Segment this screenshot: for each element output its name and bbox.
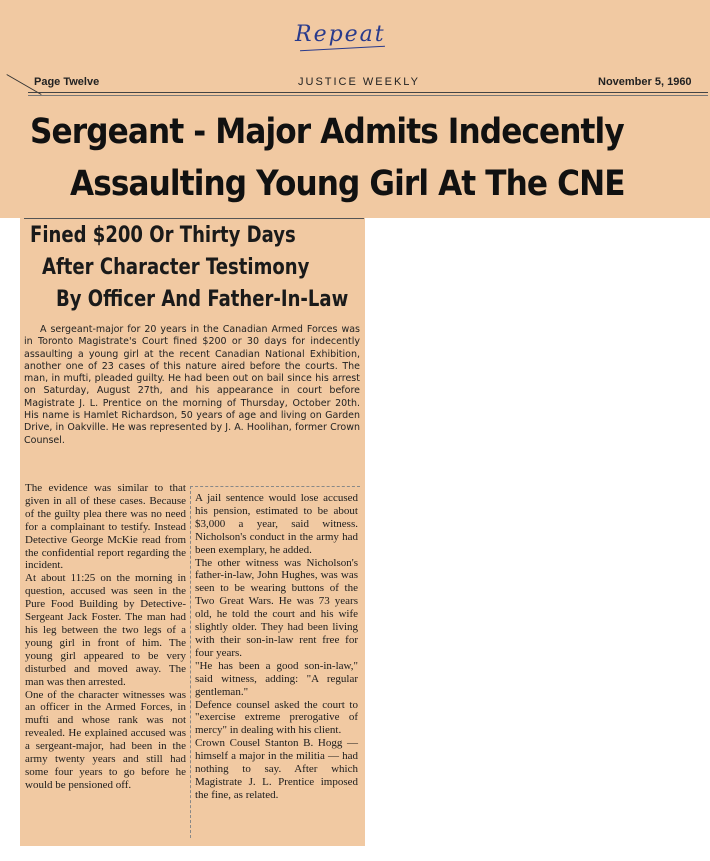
subheadline-line-1: Fined $200 Or Thirty Days	[30, 223, 296, 248]
page-number: Page Twelve	[34, 76, 100, 88]
article-column-right: A jail sentence would lose accused his pension, estimated to be about $3,000 a year, said witness. Nicholson's conduct in the army had been exemplary, he added. The other witness was Nicholson's father-in-law, John Hughes, was was seen to be wearing buttons of the Two Great Wars. He was 73 years old, he told the court and his wife slightly older. They had been living with their son-in-law rent free for four years. "He has been a good son-in-law," said witness, adding: "A regular gentleman." Defence counsel asked the court to "exercise extreme prerogative of mercy" in dealing with his client. Crown Cousel Stanton B. Hogg — himself a major in the militia — had nothing to say. After which Magistrate J. L. Prentice imposed the fine, as related.	[195, 492, 358, 801]
subheadline-line-2: After Character Testimony	[42, 255, 310, 280]
handwritten-note: Repeat	[295, 22, 386, 47]
subheadline-line-3: By Officer And Father-In-Law	[56, 287, 349, 312]
publication-name: JUSTICE WEEKLY	[298, 76, 420, 88]
column-divider	[190, 486, 191, 838]
lede-paragraph: A sergeant-major for 20 years in the Canadian Armed Forces was in Toronto Magistrate's Court fined $200 or 30 days for indecently assaulting a young girl at the recent Canadian National Exhibition, another one of 23 cases of this nature aired before the courts. The man, in mufti, pleaded guilty. He had been out on bail since his arrest on Saturday, August 27th, and his appearance in court before Magistrate J. L. Prentice on the morning of Thursday, October 20th. His name is Hamlet Richardson, 50 years of age and living on Garden Drive, in Oakville. He was represented by J. A. Hoolihan, former Crown Counsel.	[24, 324, 360, 446]
issue-date: November 5, 1960	[598, 76, 692, 88]
headline-line-1: Sergeant - Major Admits Indecently	[30, 112, 624, 152]
article-column-left: The evidence was similar to that given in all of these cases. Because of the guilty plea there was no need for a complainant to testify. Instead Detective George McKie read from the confidential report regarding the incident. At about 11:25 on the morning in question, accused was seen in the Pure Food Building by Detective-Sergeant Jack Foster. The man had his leg between the two legs of a young girl in front of him. The young girl appeared to be very disturbed and moved away. The man was then arrested. One of the character witnesses was an officer in the Armed Forces, in mufti and whose rank was not revealed. He explained accused was a sergeant-major, had been in the army twenty years and still had some four years to go before he would be pensioned off.	[25, 482, 186, 791]
headline-line-2: Assaulting Young Girl At The CNE	[70, 164, 625, 204]
subheadline-rule	[24, 218, 364, 219]
header-rule	[28, 92, 708, 93]
column-top-rule	[190, 486, 360, 487]
header-rule-secondary	[28, 95, 708, 96]
